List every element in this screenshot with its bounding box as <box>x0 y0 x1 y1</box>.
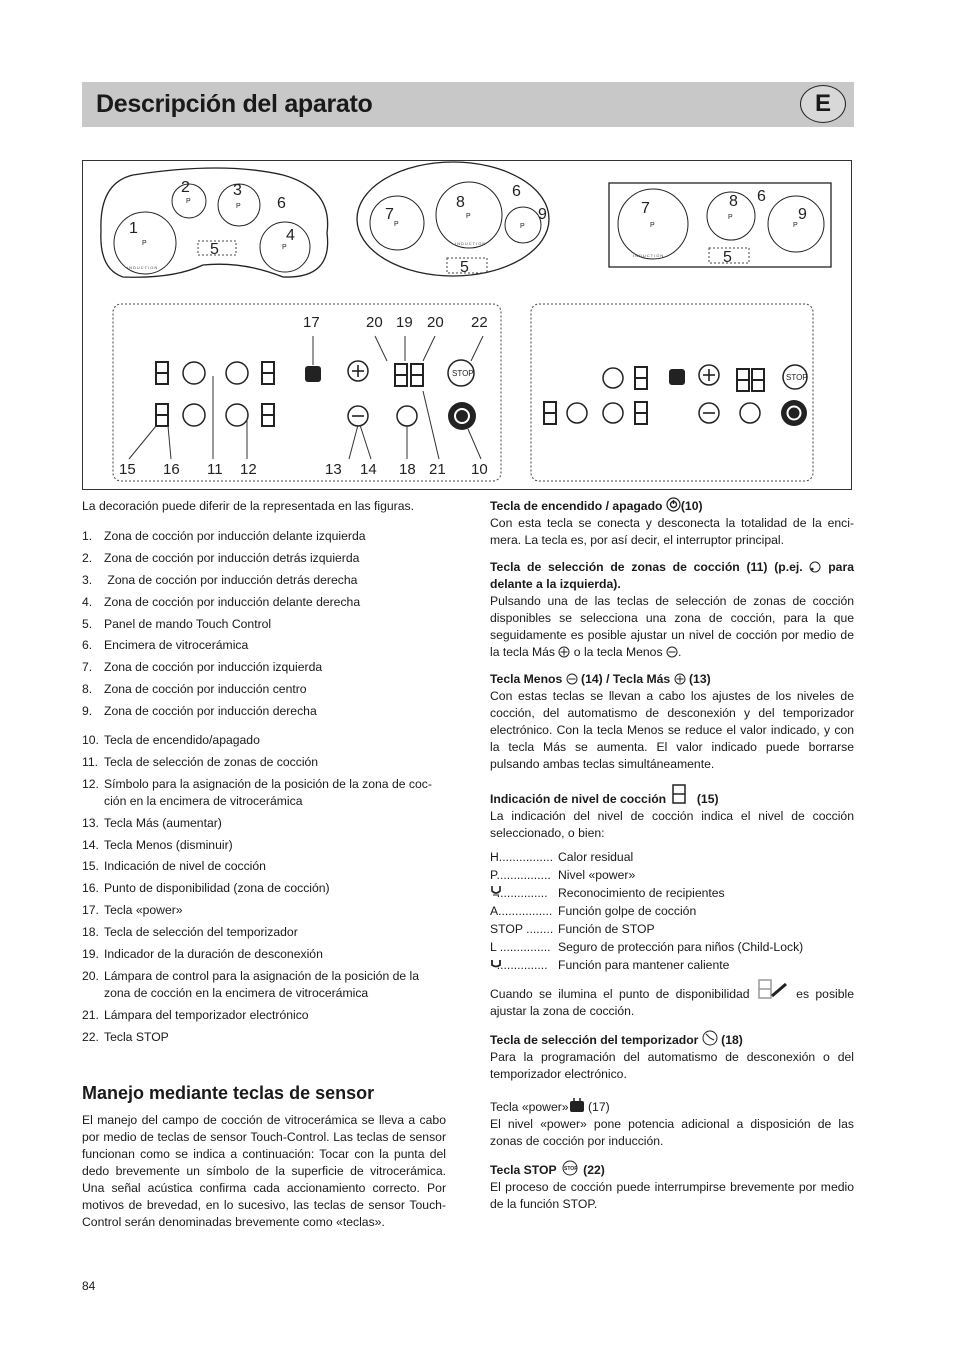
list-item: 22. Tecla STOP <box>82 1029 169 1044</box>
fig-label: 11 <box>207 461 223 478</box>
power-on-off-key <box>781 400 807 426</box>
page-title: Descripción del aparato <box>96 90 373 118</box>
table-row: ............... Función para mantener caliente <box>490 958 730 972</box>
list-item: 16. Punto de disponibilidad (zona de cocción) <box>82 881 330 896</box>
block-zone-select: Tecla de selección de zonas de cocción (11) (p.ej. para delante a la izquierda). Pulsando una de las teclas de selección de zonas de cocción disponibles se selecciona una zona de cocción, para la que seguidamente es posible ajustar un nivel de cocción por medio de la tecla Más o la tecla Menos . <box>490 560 854 659</box>
section-heading: Manejo mediante teclas de sensor <box>82 1083 375 1103</box>
timer-key <box>397 406 417 426</box>
induction-text: INDUCTION <box>455 241 487 246</box>
fig-label: 4 <box>286 227 295 244</box>
keep-warm-icon <box>490 957 502 969</box>
panel-right <box>531 304 813 481</box>
p-mark: P <box>186 198 191 205</box>
pot-detection-icon <box>490 884 502 896</box>
induction-text: INDUCTION <box>633 253 665 258</box>
fig-label: 1 <box>129 220 138 237</box>
list-item: 3. Zona de cocción por inducción detrás derecha <box>82 572 358 587</box>
p-mark: P <box>466 213 471 220</box>
fig-label: 10 <box>471 461 488 478</box>
table-row: L ............... Seguro de protección para niños (Child-Lock) <box>490 940 804 954</box>
list-item: 8. Zona de cocción por inducción centro <box>82 682 307 697</box>
table-row: H................ Calor residual <box>490 850 634 864</box>
stop-label: STOP <box>452 369 474 378</box>
list-item: 10. Tecla de encendido/apagado <box>82 733 260 747</box>
fig-label: 19 <box>396 314 413 331</box>
fig-label: 20 <box>366 314 383 331</box>
block-title: Tecla de encendido / apagado (10) <box>490 499 703 513</box>
table-row: STOP ........ Función de STOP <box>490 922 655 936</box>
fig-label: 15 <box>119 461 136 478</box>
fig-label: 6 <box>757 188 766 205</box>
table-row: ............... Reconocimiento de recipientes <box>490 886 725 900</box>
list-item: 1. Zona de cocción por inducción delante izquierda <box>82 529 366 543</box>
page-number: 84 <box>82 1279 96 1293</box>
power-level-icon <box>569 1097 585 1113</box>
plus-icon <box>674 673 686 685</box>
right-column <box>490 497 854 1223</box>
appliance-figure <box>82 160 852 490</box>
fig-label: 21 <box>429 461 446 478</box>
block-plus-minus: Tecla Menos (14) / Tecla Más (13) Con estas teclas se llevan a cabo los ajustes de los niveles de cocción, del automatismo de desconexión y del temporizador electrónico. Con la tecla Menos se reduce el valor indicado, y con la tecla Más se aumenta. El valor indicado puede borrarse pulsando ambas teclas simultáneamente. <box>490 672 854 771</box>
block-body: El nivel «power» pone potencia adicional a disposición de las zonas de cocción por inducción. <box>490 1117 854 1148</box>
zone-select-key <box>603 368 623 388</box>
svg-text:STOP: STOP <box>563 1166 578 1172</box>
p-mark: P <box>793 222 798 229</box>
list-item: 12. Símbolo para la asignación de la posición de la zona de cocción en la encimera de vitrocerámica <box>82 776 432 808</box>
block-stop: Tecla STOP STOP (22) El proceso de cocción puede interrumpirse brevemente por medio de la función STOP. <box>490 1160 854 1213</box>
p-mark: P <box>520 223 525 230</box>
zone-select-key <box>567 403 587 423</box>
fig-label: 5 <box>460 259 469 276</box>
table-row: P................ Nivel «power» <box>490 868 636 882</box>
display-codes-table <box>490 848 854 974</box>
fig-label: 16 <box>163 461 180 478</box>
zone-select-key <box>183 404 205 426</box>
fig-label: 17 <box>303 314 320 331</box>
parts-list-2 <box>82 732 446 1051</box>
fig-label: 8 <box>456 194 465 211</box>
list-item: 7. Zona de cocción por inducción izquierda <box>82 660 323 675</box>
fig-label: 5 <box>723 249 732 266</box>
fig-label: 9 <box>798 206 807 223</box>
fig-label: 2 <box>181 179 190 196</box>
block-timer: Tecla de selección del temporizador (18) Para la programación del automatismo de desconexión o del temporizador electrónico. <box>490 1030 854 1083</box>
appliance-diagram <box>83 161 851 489</box>
block-power <box>490 497 854 549</box>
fig-label: 3 <box>233 182 242 199</box>
power-key <box>305 366 321 382</box>
p-mark: P <box>650 222 655 229</box>
title-bar <box>82 82 854 127</box>
list-item: 19. Indicador de la duración de desconexión <box>82 947 323 962</box>
language-badge: E <box>800 85 846 123</box>
block-body: Con esta tecla se conecta y desconecta la totalidad de la encimera. La tecla es, por así decir, el interruptor principal. <box>490 516 854 547</box>
power-on-off-key <box>448 402 476 430</box>
timer-icon <box>702 1030 718 1046</box>
list-item: 11. Tecla de selección de zonas de cocción <box>82 754 319 769</box>
zone-select-key <box>183 362 205 384</box>
timer-key <box>740 403 760 423</box>
seven-segment-icon <box>669 783 693 805</box>
list-item: 4. Zona de cocción por inducción delante derecha <box>82 594 361 609</box>
p-mark: P <box>394 221 399 228</box>
table-row: A................ Función golpe de cocción <box>490 904 697 918</box>
list-item: 14. Tecla Menos (disminuir) <box>82 837 233 852</box>
list-item: 20. Lámpara de control para la asignación de la posición de la zona de cocción en la encimera de vitrocerámica <box>82 968 420 1000</box>
list-item: 13. Tecla Más (aumentar) <box>82 815 222 830</box>
section-body: El manejo del campo de cocción de vitrocerámica se lleva a cabo por medio de teclas de sensor Touch-Control. Las teclas de sensor funcionan como se indica a continuación: Tocar con la punta del dedo brevemente un símbolo de la superficie de vitrocerámica. Una señal acústica confirma cada accionamiento correcto. Por motivos de brevedad, en lo sucesivo, las teclas de sensor Touch-Control serán denominadas brevemente como «teclas». <box>82 1113 446 1229</box>
stop-label: STOP <box>786 373 808 382</box>
fig-label: 22 <box>471 314 488 331</box>
list-item: 2. Zona de cocción por inducción detrás izquierda <box>82 550 360 565</box>
block-power-level: Tecla «power» (17) El nivel «power» pone potencia adicional a disposición de las zonas de cocción por inducción. <box>490 1097 854 1150</box>
fig-label: 5 <box>210 241 219 258</box>
block-level-display: Indicación de nivel de cocción (15) La indicación del nivel de cocción indica el nivel de cocción seleccionado, o bien: H................ Calor residual P................ Nivel «power» ............... Reconocimiento de recipientes A................ Función golpe de cocción STOP ........ Función de STOP L ............... Seguro de protección para niños (Child-Lock) ............... Función para mantener caliente Cuando se ilumina el punto de disponibilidad es posible ajustar la zona de cocción. <box>490 783 854 1020</box>
list-item: 6. Encimera de vitrocerámica <box>82 638 249 653</box>
block-body: El proceso de cocción puede interrumpirse brevemente por medio de la función STOP. <box>490 1180 854 1211</box>
block-body: Para la programación del automatismo de desconexión o del temporizador electrónico. <box>490 1050 854 1081</box>
block-body: Con estas teclas se llevan a cabo los ajustes de los niveles de cocción, del automatismo de desconexión y del temporizador electrónico. Con la tecla Menos se reduce el valor indicado, y con la tecla Más se aumenta. El valor indicado puede borrarse pulsando ambas teclas simultáneamente. <box>490 689 854 771</box>
fig-label: 12 <box>240 461 257 478</box>
power-icon <box>666 497 681 512</box>
block-body: La indicación del nivel de cocción indica el nivel de cocción seleccionado, o bien: <box>490 809 854 840</box>
p-mark: P <box>236 203 241 210</box>
decoration-note: La decoración puede diferir de la representada en las figuras. <box>82 499 414 513</box>
list-item: 5. Panel de mando Touch Control <box>82 616 272 631</box>
fig-label: 8 <box>729 193 738 210</box>
fig-label: 20 <box>427 314 444 331</box>
list-item: 15. Indicación de nivel de cocción <box>82 859 266 874</box>
list-item: 9. Zona de cocción por inducción derecha <box>82 704 317 719</box>
fig-label: 7 <box>385 206 394 223</box>
parts-list-1 <box>82 528 446 725</box>
fig-label: 13 <box>325 461 342 478</box>
power-key <box>669 369 685 385</box>
fig-label: 7 <box>641 200 650 217</box>
list-item: 18. Tecla de selección del temporizador <box>82 925 298 940</box>
fig-label: 6 <box>277 195 286 212</box>
fig-label: 14 <box>360 461 377 478</box>
p-mark: P <box>728 214 733 221</box>
list-item: 17. Tecla «power» <box>82 903 183 918</box>
fig-label: 6 <box>512 183 521 200</box>
zone-select-icon <box>809 561 821 573</box>
zone-select-key <box>226 362 248 384</box>
p-mark: P <box>282 244 287 251</box>
fig-label: 9 <box>538 206 547 223</box>
zone-select-key <box>603 403 623 423</box>
list-item: 21. Lámpara del temporizador electrónico <box>82 1007 309 1022</box>
stop-icon <box>560 1160 580 1176</box>
p-mark: P <box>142 240 147 247</box>
plus-icon <box>558 646 570 658</box>
zone-select-key <box>226 404 248 426</box>
availability-dot-icon <box>756 978 790 1000</box>
fig-label: 18 <box>399 461 416 478</box>
minus-icon <box>666 646 678 658</box>
induction-text: INDUCTION <box>127 265 159 270</box>
minus-icon <box>566 673 578 685</box>
